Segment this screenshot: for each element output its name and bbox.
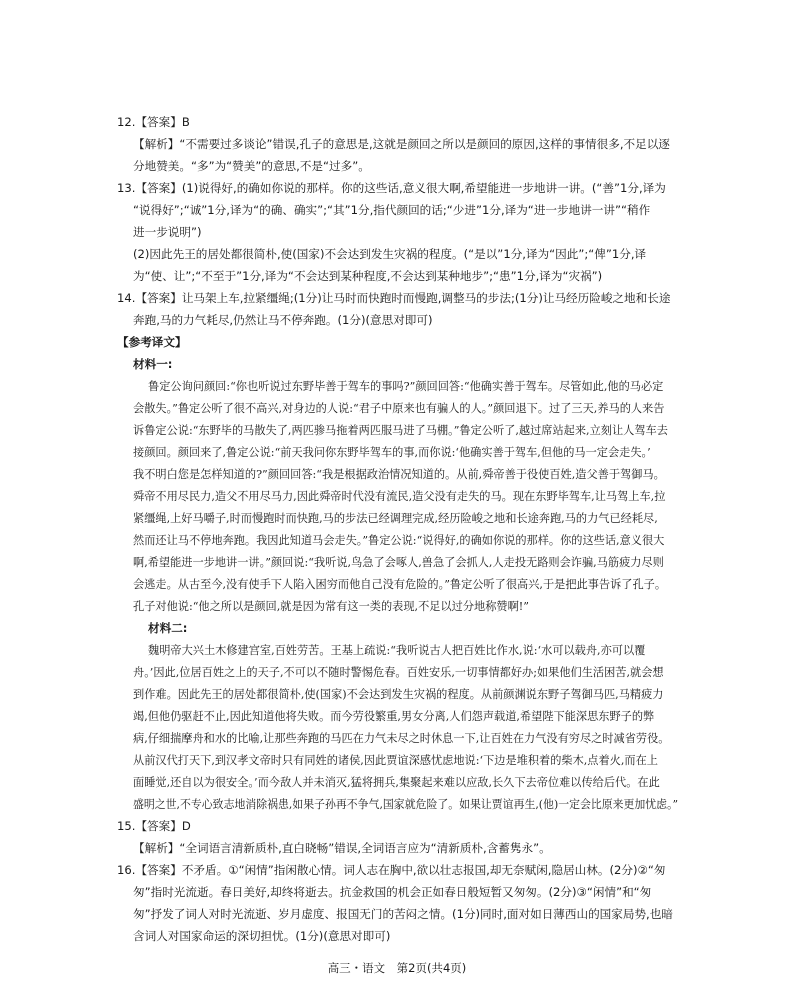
text-line: 从前汉代打天下,到汉孝文帝时只有同姓的诸侯,因此贾谊深感忧虑地说:‘下边是堆积着的柴木,点着火,而在上: [133, 754, 658, 767]
text-line: 面睡觉,还自以为很安全。’而今敌人并未消灭,猛将拥兵,集聚起来难以应敌,长久下去帝位难以传给后代。在此: [133, 776, 660, 789]
text-line: 16.【答案】不矛盾。①“闲情”指闲散心情。词人志在胸中,欲以壮志报国,却无奈赋闲,隐居山林。(2分)②“匆: [117, 863, 666, 877]
text-line: (2)因此先王的居处都很简朴,使(国家)不会达到发生灾祸的程度。(“是以”1分,译为“因此”;“俾”1分,译: [133, 247, 647, 261]
text-line: 啊,希望能进一步地讲一讲。”颜回说:“我听说,鸟急了会啄人,兽急了会抓人,人走投无路则会诈骗,马筋疲力尽则: [133, 556, 664, 569]
text-line: 分地赞美。“多”为“赞美”的意思,不是“过多”。: [133, 159, 370, 173]
text-line: 【参考译文】: [117, 335, 187, 349]
text-line: 到作难。因此先王的居处都很简朴,使(国家)不会达到发生灾祸的程度。从前颜渊说东野子驾御马匹,马精疲力: [133, 688, 664, 701]
text-line: 竭,但他仍驱赶不止,因此知道他将失败。而今劳役繁重,男女分离,人们怨声载道,希望陛下能深思东野子的弊: [133, 710, 655, 723]
text-line: 【解析】“全词语言清新质朴,直白晓畅”错误,全词语言应为“清新质朴,含蓄隽永”。: [133, 841, 551, 855]
text-line: 接颜回。颜回来了,鲁定公说:“前天我问你东野毕驾车的事,而你说:‘他确实善于驾车,但他的马一定会走失。’: [133, 446, 651, 459]
text-line: 12.【答案】B: [117, 115, 190, 129]
text-line: 诉鲁定公说:“东野毕的马散失了,两匹骖马拖着两匹服马进了马棚。”鲁定公听了,越过席站起来,立刻让人驾车去: [133, 424, 668, 437]
text-line: 盛明之世,不专心致志地消除祸患,如果子孙再不争气,国家就危险了。如果让贾谊再生,(他)一定会比原来更加忧虑。”: [133, 798, 679, 811]
text-line: 会散失。”鲁定公听了很不高兴,对身边的人说:“君子中原来也有骗人的人。”颜回退下。过了三天,养马的人来告: [133, 402, 665, 415]
text-line: 匆”指时光流逝。春日美好,却终将逝去。抗金救国的机会正如春日般短暂又匆匆。(2分)③“闲情”和“匆: [133, 885, 652, 899]
text-line: 会逃走。从古至今,没有使手下人陷入困穷而他自己没有危险的。”鲁定公听了很高兴,于是把此事告诉了孔子。: [133, 578, 667, 591]
text-line: 紧缰绳,上好马嚼子,时而慢跑时而快跑,马的步法已经调理完成,经历险峻之地和长途奔跑,马的力气已经耗尽,: [133, 512, 658, 525]
text-line: 进一步说明”): [133, 225, 202, 239]
text-line: 病,仔细揣摩舟和水的比喻,让那些奔跑的马匹在力气未尽之时休息一下,让百姓在力气没有穷尽之时减省劳役。: [133, 732, 670, 745]
text-line: 材料二:: [148, 621, 188, 635]
text-line: 材料一:: [133, 357, 173, 371]
text-line: 15.【答案】D: [117, 819, 191, 833]
text-line: 我不明白您是怎样知道的?”颜回回答:“我是根据政治情况知道的。从前,舜帝善于役使百姓,造父善于驾御马。: [133, 468, 665, 481]
text-line: 【解析】“不需要过多谈论”错误,孔子的意思是,这就是颜回之所以是颜回的原因,这样的事情很多,不足以逐: [133, 137, 670, 151]
text-line: 为“使、让”;“不至于”1分,译为“不会达到某种程度,不会达到某种地步”;“患”1分,译为“灾祸”): [133, 269, 603, 283]
text-line: “说得好”;“诚”1分,译为“的确、确实”;“其”1分,指代颜回的话;“少进”1分,译为“进一步地讲一讲”“稍作: [133, 203, 651, 217]
text-line: 13.【答案】(1)说得好,的确如你说的那样。你的这些话,意义很大啊,希望能进一步地讲一讲。(“善”1分,译为: [117, 181, 666, 195]
text-line: 含词人对国家命运的深切担忧。(1分)(意思对即可): [133, 929, 391, 943]
text-line: 魏明帝大兴土木修建宫室,百姓劳苦。王基上疏说:“我听说古人把百姓比作水,说:‘水可以载舟,亦可以覆: [148, 644, 646, 657]
text-line: 匆”抒发了词人对时光流逝、岁月虚度、报国无门的苦闷之情。(1分)同时,面对如日薄西山的国家局势,也暗: [133, 907, 673, 921]
text-line: 舟。’因此,位居百姓之上的天子,不可以不随时警惕危春。百姓安乐,一切事情都好办;如果他们生活困苦,就会想: [133, 666, 664, 679]
text-line: 舜帝不用尽民力,造父不用尽马力,因此舜帝时代没有流民,造父没有走失的马。现在东野毕驾车,让马驾上车,拉: [133, 490, 666, 503]
text-line: 然而还让马不停地奔跑。我因此知道马会走失。”鲁定公说:“说得好,的确如你说的那样。你的这些话,意义很大: [133, 534, 665, 547]
text-line: 奔跑,马的力气耗尽,仍然让马不停奔跑。(1分)(意思对即可): [133, 313, 433, 327]
page-footer: 高三・语文 第2页(共4页): [327, 961, 467, 975]
text-line: 鲁定公询问颜回:“你也听说过东野毕善于驾车的事吗?”颜回回答:“他确实善于驾车。尽管如此,他的马必定: [148, 380, 664, 393]
text-line: 孔子对他说:“他之所以是颜回,就是因为常有这一类的表现,不足以过分地称赞啊!”: [133, 600, 530, 613]
text-line: 14.【答案】让马架上车,拉紧缰绳;(1分)让马时而快跑时而慢跑,调整马的步法;(1分)让马经历险峻之地和长途: [117, 291, 671, 305]
